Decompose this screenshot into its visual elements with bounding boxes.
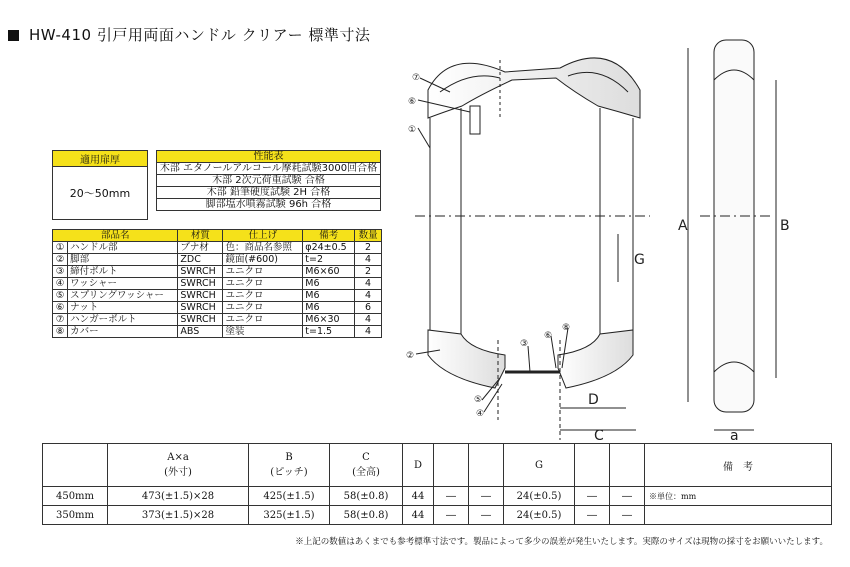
dim-header-b: B <box>285 452 293 463</box>
dim-label-d: D <box>588 392 599 408</box>
parts-header-name: 部品名 <box>53 230 178 242</box>
parts-cell-no: ⑧ <box>53 326 68 338</box>
parts-cell-name: ハンドル部 <box>68 242 178 254</box>
parts-cell-no: ⑤ <box>53 290 68 302</box>
parts-cell-name: スプリングワッシャー <box>68 290 178 302</box>
dim-header-c-sub: (全高) <box>352 467 380 478</box>
dim-cell-e2: ― <box>469 487 504 506</box>
perf-row: 木部 エタノールアルコール摩耗試験3000回合格 <box>157 163 381 175</box>
parts-cell-no: ③ <box>53 266 68 278</box>
dim-cell-h2: ― <box>610 506 645 525</box>
parts-cell-material: ABS <box>178 326 223 338</box>
parts-cell-finish: ユニクロ <box>223 314 303 326</box>
dim-header-c: C <box>362 452 370 463</box>
parts-cell-material: SWRCH <box>178 302 223 314</box>
parts-cell-name: ワッシャー <box>68 278 178 290</box>
dim-cell-d: 44 <box>403 506 434 525</box>
parts-cell-name: ハンガーボルト <box>68 314 178 326</box>
parts-cell-note: M6×30 <box>303 314 355 326</box>
parts-cell-note: M6 <box>303 302 355 314</box>
dim-label-c: C <box>594 428 604 444</box>
parts-cell-note: φ24±0.5 <box>303 242 355 254</box>
parts-cell-note: M6×60 <box>303 266 355 278</box>
parts-cell-finish: 鏡面(#600) <box>223 254 303 266</box>
dim-cell-a: 373(±1.5)×28 <box>108 506 249 525</box>
dim-cell-e1: ― <box>434 487 469 506</box>
callout-3: ③ <box>520 339 529 349</box>
parts-cell-name: カバー <box>68 326 178 338</box>
parts-header-note: 備考 <box>303 230 355 242</box>
dim-header-remarks: 備 考 <box>645 444 832 487</box>
perf-row: 木部 2次元荷重試験 合格 <box>157 175 381 187</box>
dim-label-b: B <box>780 218 790 234</box>
callout-1: ① <box>408 125 417 135</box>
parts-cell-note: t=1.5 <box>303 326 355 338</box>
parts-cell-material: SWRCH <box>178 314 223 326</box>
dim-label-g: G <box>634 252 645 268</box>
dim-cell-size: 350mm <box>43 506 108 525</box>
parts-cell-finish: ユニクロ <box>223 278 303 290</box>
callout-7: ⑦ <box>412 73 421 83</box>
parts-cell-name: 脚部 <box>68 254 178 266</box>
parts-header-finish: 仕上げ <box>223 230 303 242</box>
parts-cell-name: 締付ボルト <box>68 266 178 278</box>
door-table-value: 20～50mm <box>53 167 148 220</box>
parts-cell-no: ⑦ <box>53 314 68 326</box>
bottom-right-leg-shape <box>558 330 633 388</box>
dim-header-a: A×a <box>167 452 189 463</box>
parts-cell-no: ④ <box>53 278 68 290</box>
perf-table-header: 性能表 <box>157 151 381 163</box>
callout-2: ② <box>406 351 415 361</box>
dim-label-a: A <box>678 218 688 234</box>
dim-cell-h1: ― <box>575 487 610 506</box>
callout-6b: ⑥ <box>544 331 553 341</box>
parts-cell-qty: 4 <box>355 314 382 326</box>
dim-cell-size: 450mm <box>43 487 108 506</box>
parts-cell-no: ⑥ <box>53 302 68 314</box>
dim-header-a-sub: (外寸) <box>164 467 192 478</box>
parts-cell-finish: ユニクロ <box>223 266 303 278</box>
perf-row: 脚部塩水噴霧試験 96h 合格 <box>157 199 381 211</box>
dim-label-small-a: a <box>730 428 739 444</box>
parts-cell-no: ① <box>53 242 68 254</box>
parts-cell-material: SWRCH <box>178 278 223 290</box>
dim-cell-d: 44 <box>403 487 434 506</box>
parts-cell-material: SWRCH <box>178 266 223 278</box>
door-table-header: 適用扉厚 <box>53 151 148 167</box>
parts-cell-qty: 4 <box>355 278 382 290</box>
dim-cell-e2: ― <box>469 506 504 525</box>
dimension-table <box>42 443 832 525</box>
dim-cell-e1: ― <box>434 506 469 525</box>
bottom-left-leg-shape <box>428 330 505 388</box>
top-leg-shape <box>428 58 640 118</box>
hanger-bolt-shape <box>470 106 480 134</box>
parts-header-qty: 数量 <box>355 230 382 242</box>
parts-cell-name: ナット <box>68 302 178 314</box>
parts-cell-finish: 色：商品名参照 <box>223 242 303 254</box>
dim-row <box>43 506 832 525</box>
parts-cell-finish: ユニクロ <box>223 302 303 314</box>
parts-cell-note: t=2 <box>303 254 355 266</box>
callout-5: ⑤ <box>474 395 483 405</box>
dim-cell-b: 325(±1.5) <box>249 506 330 525</box>
dim-cell-a: 473(±1.5)×28 <box>108 487 249 506</box>
parts-cell-qty: 4 <box>355 254 382 266</box>
parts-cell-note: M6 <box>303 278 355 290</box>
dim-cell-c: 58(±0.8) <box>330 487 403 506</box>
callout-8: ⑧ <box>562 323 571 333</box>
dim-row <box>43 487 832 506</box>
dim-cell-remarks <box>645 506 832 525</box>
parts-header-material: 材質 <box>178 230 223 242</box>
parts-cell-qty: 4 <box>355 290 382 302</box>
parts-cell-finish: 塗装 <box>223 326 303 338</box>
dim-header-b-sub: (ピッチ) <box>270 467 308 478</box>
parts-cell-qty: 6 <box>355 302 382 314</box>
dim-cell-h1: ― <box>575 506 610 525</box>
parts-cell-no: ② <box>53 254 68 266</box>
parts-cell-material: ブナ材 <box>178 242 223 254</box>
callout-4: ④ <box>476 409 485 419</box>
parts-cell-qty: 4 <box>355 326 382 338</box>
dim-cell-c: 58(±0.8) <box>330 506 403 525</box>
dim-cell-b: 425(±1.5) <box>249 487 330 506</box>
dim-cell-g: 24(±0.5) <box>504 487 575 506</box>
parts-cell-material: SWRCH <box>178 290 223 302</box>
parts-cell-qty: 2 <box>355 266 382 278</box>
dim-cell-g: 24(±0.5) <box>504 506 575 525</box>
dim-header-d: D <box>403 444 434 487</box>
footnote: ※上記の数値はあくまでも参考標準寸法です。製品によって多少の誤差が発生いたします。実際のサイズは現物の採寸をお願いいたします。 <box>295 537 828 547</box>
parts-cell-qty: 2 <box>355 242 382 254</box>
dim-cell-h2: ― <box>610 487 645 506</box>
parts-cell-finish: ユニクロ <box>223 290 303 302</box>
dim-cell-remarks: ※単位：mm <box>645 487 832 506</box>
dim-header-g: G <box>504 444 575 487</box>
side-view-shape <box>714 40 754 412</box>
parts-cell-material: ZDC <box>178 254 223 266</box>
parts-cell-note: M6 <box>303 290 355 302</box>
callout-6: ⑥ <box>408 97 417 107</box>
perf-row: 木部 鉛筆硬度試験 2H 合格 <box>157 187 381 199</box>
page-title: HW-410 引戸用両面ハンドル クリアー 標準寸法 <box>8 24 370 45</box>
